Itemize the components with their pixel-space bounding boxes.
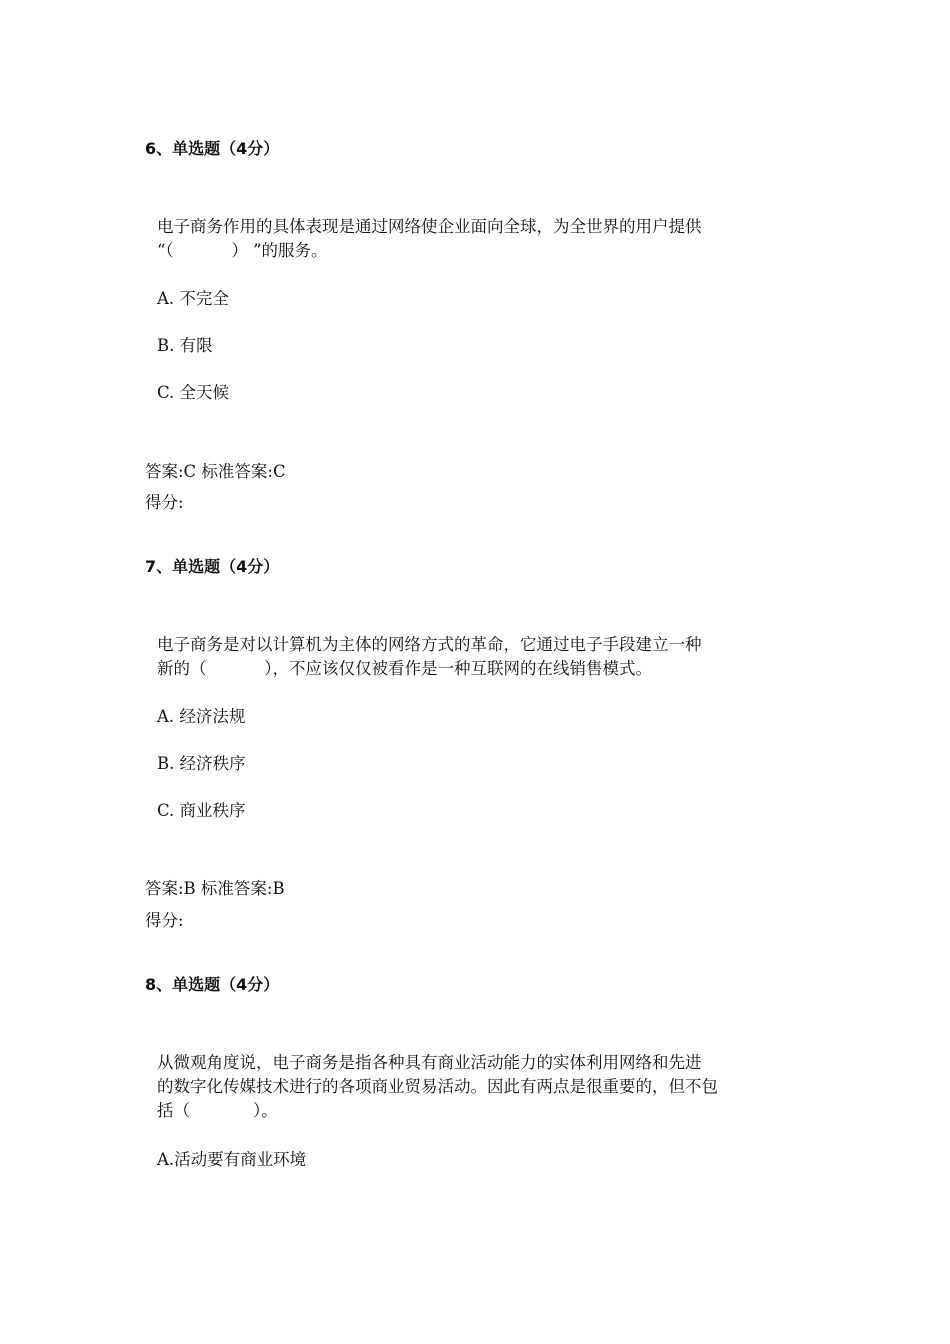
question-6-title: 6、单选题（4分） (145, 139, 280, 158)
question-8-title: 8、单选题（4分） (145, 975, 280, 994)
stem-line: “（ ） ”的服务。 (157, 241, 328, 260)
question-7-answer: 答案:B 标准答案:B (145, 879, 285, 898)
question-6-stem (157, 215, 817, 263)
question-8-option-a[interactable]: A.活动要有商业环境 (157, 1150, 307, 1169)
question-6-option-b[interactable]: B. 有限 (157, 336, 213, 355)
stem-line: 新的（ ），不应该仅仅被看作是一种互联网的在线销售模式。 (157, 659, 652, 678)
stem-line: 括（ ）。 (157, 1101, 278, 1120)
question-6-answer: 答案:C 标准答案:C (145, 462, 286, 481)
question-6-option-c[interactable]: C. 全天候 (157, 383, 230, 402)
question-6-score: 得分: (145, 493, 184, 512)
question-7-option-b[interactable]: B. 经济秩序 (157, 754, 246, 773)
question-7-option-a[interactable]: A. 经济法规 (157, 707, 246, 726)
stem-line: 从微观角度说，电子商务是指各种具有商业活动能力的实体利用网络和先进 (157, 1053, 702, 1072)
stem-line: 电子商务作用的具体表现是通过网络使企业面向全球，为全世界的用户提供 (157, 217, 702, 236)
question-7-score: 得分: (145, 911, 184, 930)
question-8-stem (157, 1051, 817, 1123)
stem-line: 电子商务是对以计算机为主体的网络方式的革命，它通过电子手段建立一种 (157, 635, 702, 654)
question-7-option-c[interactable]: C. 商业秩序 (157, 801, 246, 820)
question-6-option-a[interactable]: A. 不完全 (157, 289, 229, 308)
stem-line: 的数字化传媒技术进行的各项商业贸易活动。因此有两点是很重要的，但不包 (157, 1077, 718, 1096)
question-7-stem (157, 633, 817, 681)
question-7-title: 7、单选题（4分） (145, 557, 280, 576)
